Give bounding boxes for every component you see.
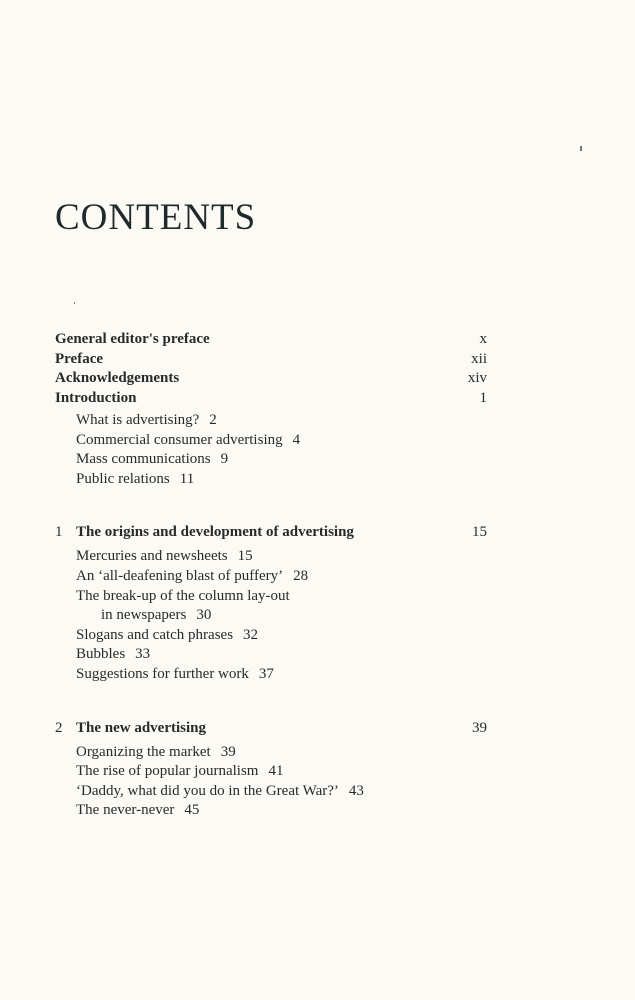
toc-subentry-page: 2 <box>209 412 217 428</box>
toc-subentry-page: 28 <box>293 567 309 584</box>
toc-subentry-label: What is advertising? <box>76 412 200 428</box>
scan-speck <box>580 146 582 151</box>
toc-entry-label: General editor's preface <box>55 331 210 347</box>
toc-subentry-label: The break-up of the column lay-out <box>76 587 290 604</box>
toc-entry-page: xiv <box>467 370 487 386</box>
toc-subentry <box>55 567 495 587</box>
chapter-number: 1 <box>55 524 63 541</box>
toc-subentry-label: ‘Daddy, what did you do in the Great War?’ <box>76 782 339 799</box>
toc-subentry-continuation <box>55 606 495 626</box>
toc-subentry-page: 43 <box>348 782 364 799</box>
toc-subentry-label: The never-never <box>76 802 175 819</box>
chapter-title: The new advertising <box>76 719 207 736</box>
toc-subentry <box>55 431 495 451</box>
toc-subentry <box>55 547 495 567</box>
toc-entry-page: x <box>479 331 487 347</box>
toc-entry-label: Acknowledgements <box>55 370 180 386</box>
toc-entry <box>55 389 495 409</box>
toc-subentry-page: 11 <box>179 470 195 487</box>
toc-subentry-page: 15 <box>237 548 253 565</box>
toc-subentry <box>55 411 495 431</box>
toc-subentry <box>55 665 495 685</box>
toc-subentry-label: Public relations <box>76 470 170 487</box>
chapter-page: 15 <box>472 524 487 541</box>
toc-subentry <box>55 450 495 470</box>
toc-subentry-label: Mass communications <box>76 451 211 468</box>
toc-subentry-label: in newspapers <box>101 607 187 624</box>
toc-subentry <box>55 587 495 607</box>
toc-subentry-page: 45 <box>184 802 200 819</box>
toc-subentry-label: Bubbles <box>76 646 126 663</box>
toc-subentry-label: Suggestions for further work <box>76 665 249 682</box>
toc-entry <box>55 330 495 350</box>
toc-entry-label: Preface <box>55 350 104 367</box>
toc-subentry <box>55 762 495 782</box>
toc-subentry-page: 9 <box>220 451 229 468</box>
toc-subentry-page: 30 <box>196 607 212 624</box>
toc-subentry <box>55 743 495 763</box>
toc-subentry-label: The rise of popular journalism <box>76 763 259 780</box>
chapter-title: The origins and development of advertising <box>76 524 354 541</box>
chapter-heading <box>55 717 495 739</box>
toc-subentry-page: 4 <box>292 431 301 448</box>
toc-subentry-label: An ‘all-deafening blast of puffery’ <box>76 567 284 584</box>
chapter-number: 2 <box>55 719 63 736</box>
toc-subentry-label: Organizing the market <box>76 743 211 760</box>
toc-subentry <box>55 645 495 665</box>
toc-entry-label: Introduction <box>55 389 137 406</box>
toc-entry-page: 1 <box>479 389 487 406</box>
toc-subentry <box>55 470 495 490</box>
toc-subentry-page: 37 <box>258 665 274 682</box>
scan-speck <box>74 302 75 304</box>
toc-subentry-page: 39 <box>220 743 236 760</box>
chapter-heading <box>55 521 495 543</box>
toc-subentry-page: 33 <box>135 646 151 663</box>
toc-subentry <box>55 782 495 802</box>
table-of-contents <box>55 330 495 821</box>
toc-entry <box>55 369 495 389</box>
toc-subentry <box>55 626 495 646</box>
page-title: CONTENTS <box>55 197 257 238</box>
toc-subentry-page: 41 <box>268 763 284 780</box>
toc-subentry <box>55 801 495 821</box>
toc-entry-page: xii <box>471 350 487 367</box>
toc-subentry-label: Slogans and catch phrases <box>76 626 234 643</box>
chapter-page: 39 <box>472 719 487 736</box>
toc-entry <box>55 350 495 370</box>
toc-subentry-page: 32 <box>243 626 259 643</box>
toc-subentry-label: Mercuries and newsheets <box>76 548 228 565</box>
toc-subentry-label: Commercial consumer advertising <box>76 431 283 448</box>
